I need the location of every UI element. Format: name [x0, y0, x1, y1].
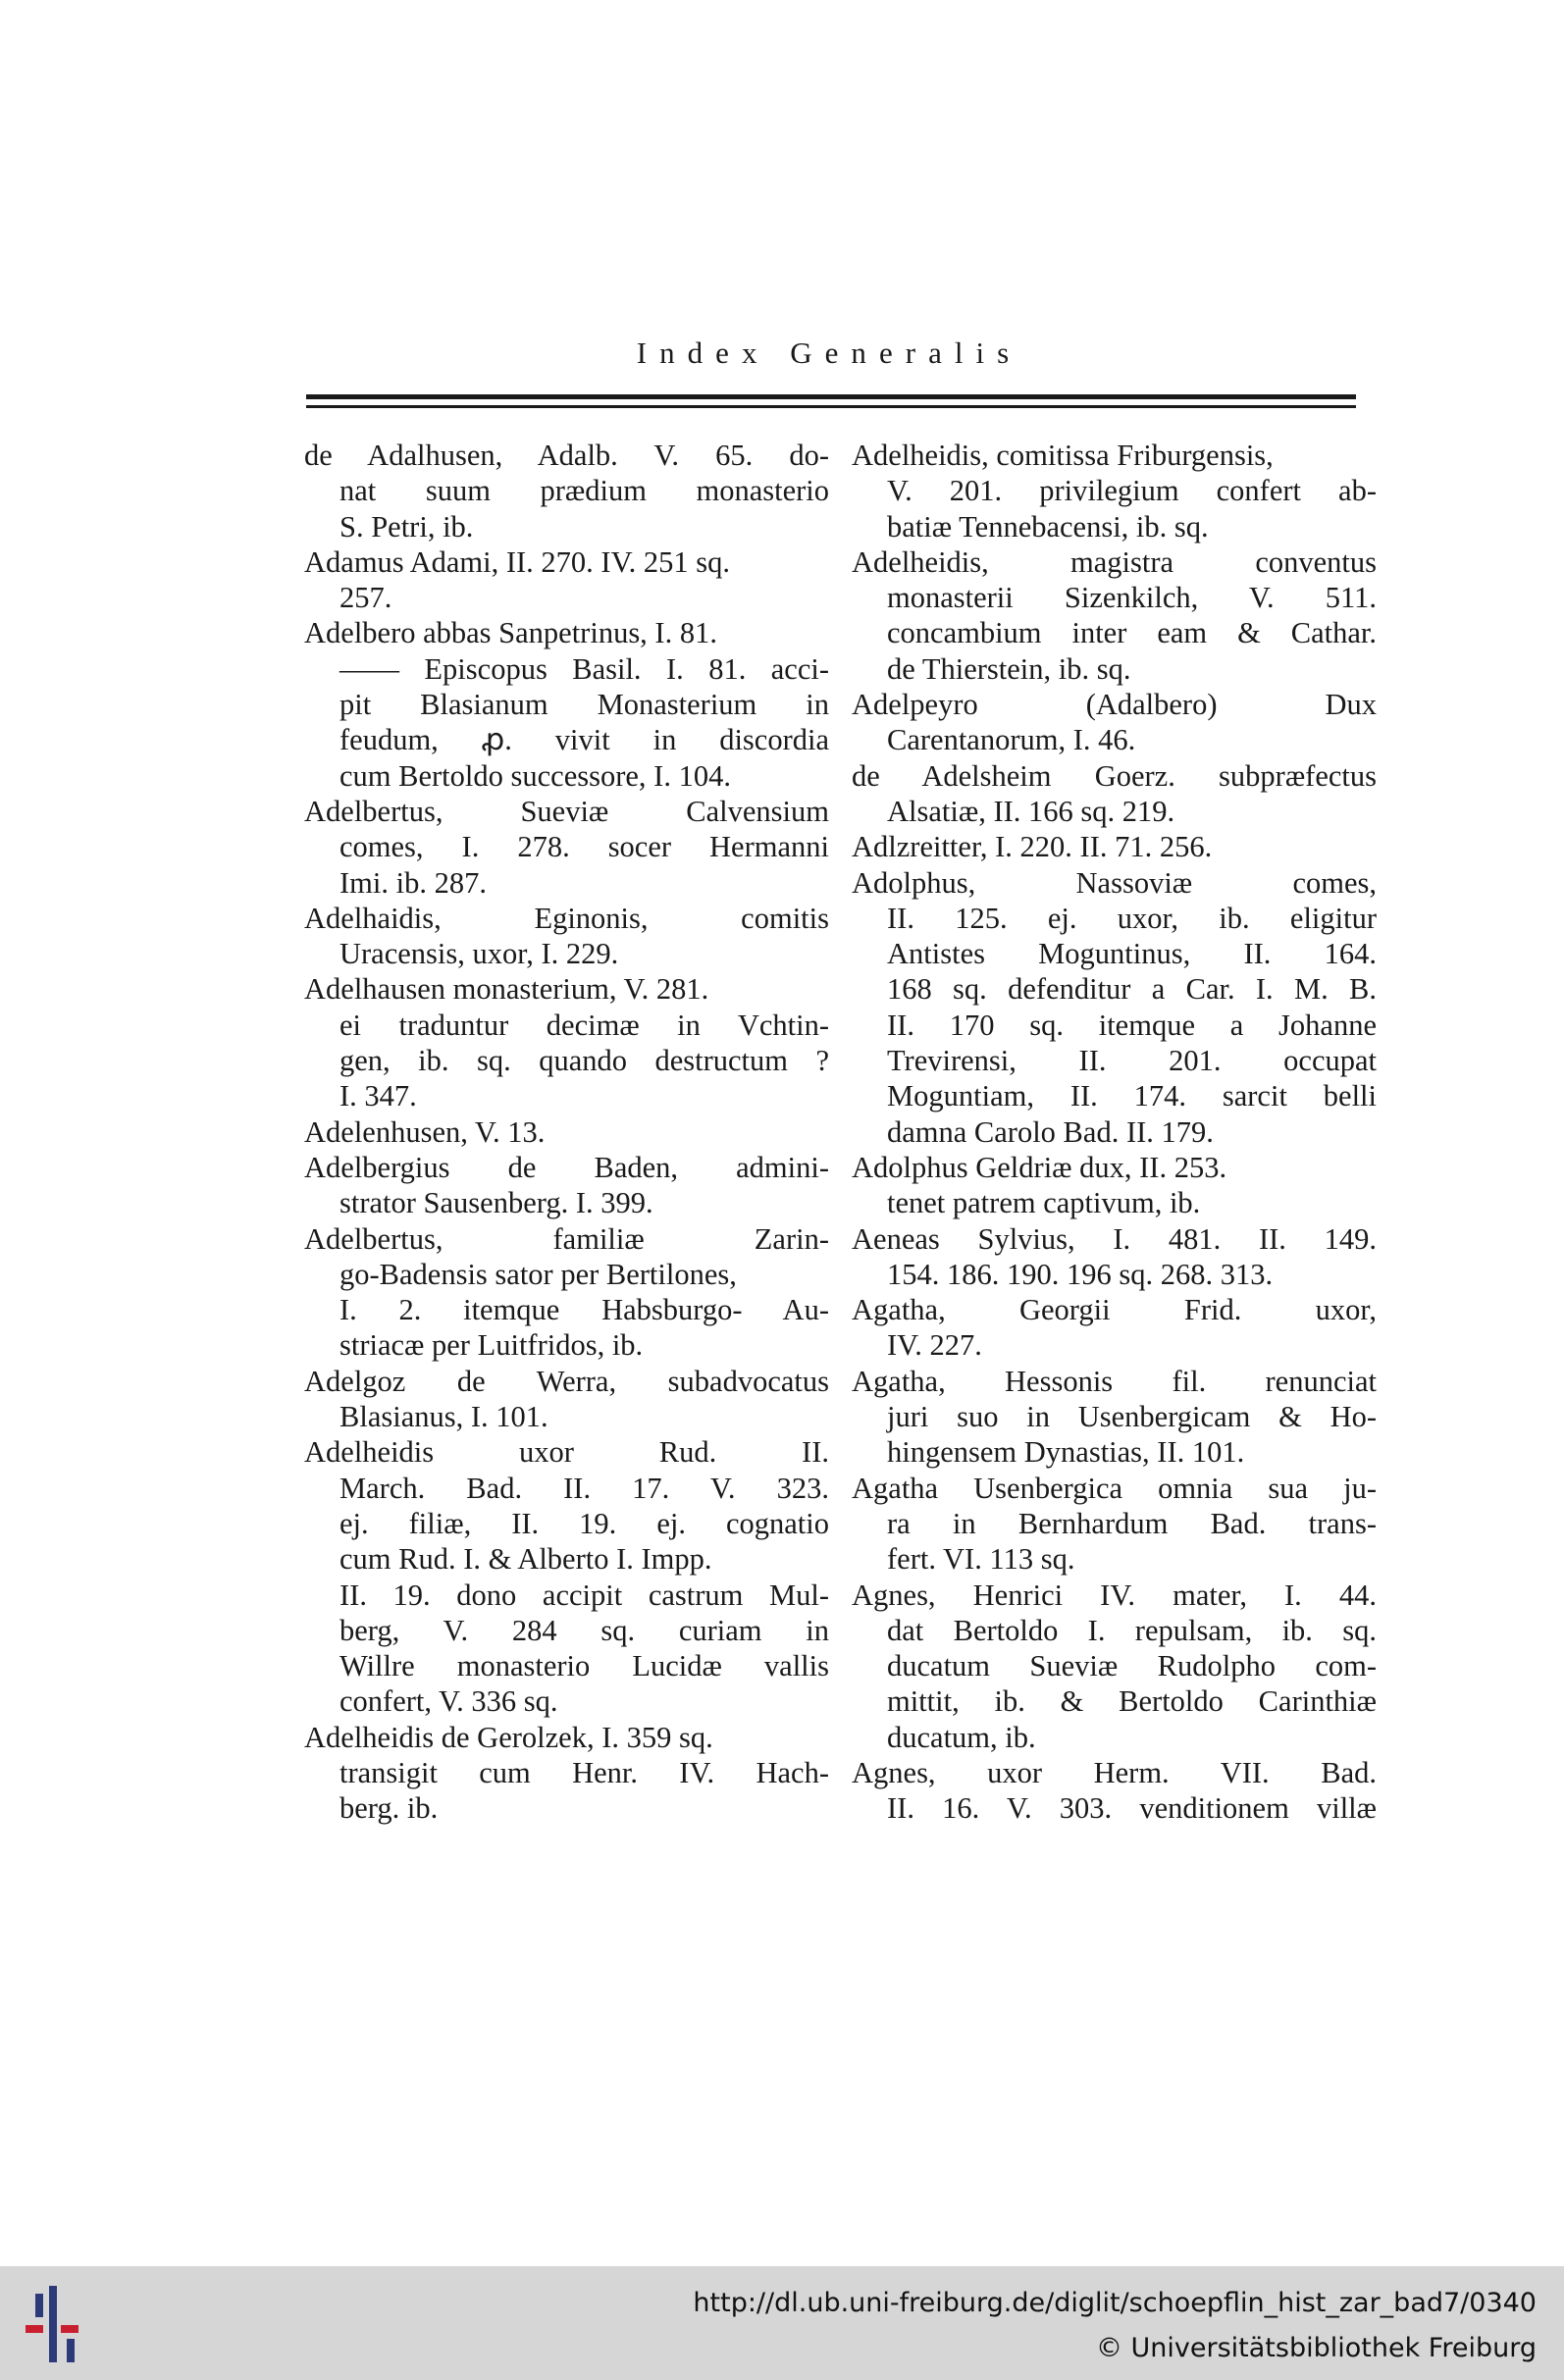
index-line: Agatha, Hessonis fil. renunciat [852, 1364, 1377, 1398]
index-column-left [304, 438, 829, 1827]
index-line: Adelenhusen, V. 13. [304, 1114, 546, 1149]
index-line: pit Blasianum Monasterium in [339, 688, 829, 722]
index-line: de Adalhusen, Adalb. V. 65. do- [304, 439, 829, 472]
page-header: Index Generalis [636, 336, 1022, 370]
index-line: 154. 186. 190. 196 sq. 268. 313. [887, 1257, 1274, 1291]
index-line: comes, I. 278. socer Hermanni [339, 830, 829, 864]
index-column-right [852, 438, 1377, 1827]
index-line: Adelhaidis, Eginonis, comitis [304, 901, 829, 935]
index-line: cum Bertoldo successore, I. 104. [339, 758, 731, 793]
index-line: dat Bertoldo I. repulsam, ib. sq. [887, 1613, 1377, 1647]
index-line: II. 16. V. 303. venditionem villæ [887, 1791, 1377, 1826]
index-line: berg. ib. [339, 1791, 439, 1826]
index-line: Agatha, Georgii Frid. uxor, [852, 1293, 1377, 1327]
index-line: Adelbero abbas Sanpetrinus, I. 81. [304, 616, 717, 650]
index-line: IV. 227. [887, 1328, 982, 1363]
index-line: hingensem Dynastias, II. 101. [887, 1435, 1245, 1470]
index-line: damna Carolo Bad. II. 179. [887, 1114, 1214, 1149]
index-line: Adelbertus, familiæ Zarin- [304, 1221, 829, 1256]
index-line: Agnes, Henrici IV. mater, I. 44. [852, 1578, 1377, 1612]
index-line: de Adelsheim Goerz. subpræfectus [852, 758, 1377, 793]
index-line: I. 347. [339, 1079, 417, 1113]
index-line: gen, ib. sq. quando destructum ? [339, 1044, 829, 1078]
index-line: Adolphus, Nassoviæ comes, [852, 865, 1377, 900]
index-line: —— Episcopus Basil. I. 81. acci- [339, 651, 829, 686]
index-line: Trevirensi, II. 201. occupat [887, 1044, 1377, 1078]
index-line: II. 170 sq. itemque a Johanne [887, 1008, 1377, 1042]
index-line: strator Sausenberg. I. 399. [339, 1186, 653, 1220]
index-line: V. 201. privilegium confert ab- [887, 474, 1377, 508]
index-line: tenet patrem captivum, ib. [887, 1186, 1201, 1220]
index-line: ducatum Sueviæ Rudolpho com- [887, 1649, 1377, 1683]
index-line: 168 sq. defenditur a Car. I. M. B. [887, 972, 1377, 1007]
index-line: Adamus Adami, II. 270. IV. 251 sq. [304, 544, 731, 579]
index-line: Adelgoz de Werra, subadvocatus [304, 1364, 829, 1398]
index-line: confert, V. 336 sq. [339, 1684, 558, 1719]
index-line: ra in Bernhardum Bad. trans- [887, 1506, 1377, 1540]
index-line: Adolphus Geldriæ dux, II. 253. [852, 1150, 1227, 1184]
index-line: Agatha Usenbergica omnia sua ju- [852, 1471, 1377, 1505]
index-line: Adelheidis uxor Rud. II. [304, 1435, 829, 1470]
index-line: Adelbertus, Sueviæ Calvensium [304, 794, 829, 828]
index-line: transigit cum Henr. IV. Hach- [339, 1755, 829, 1789]
index-line: 257. [339, 581, 392, 615]
index-line: feudum, ꝓ. vivit in discordia [339, 723, 829, 757]
index-line: S. Petri, ib. [339, 509, 474, 543]
index-line: Imi. ib. 287. [339, 865, 487, 900]
index-line: Adelheidis, comitissa Friburgensis, [852, 439, 1274, 472]
index-line: Carentanorum, I. 46. [887, 723, 1136, 757]
footer-bar [0, 2266, 1564, 2380]
index-line: Adlzreitter, I. 220. II. 71. 256. [852, 830, 1213, 864]
index-line: Aeneas Sylvius, I. 481. II. 149. [852, 1221, 1377, 1256]
index-line: go-Badensis sator per Bertilones, [339, 1257, 737, 1291]
index-line: Blasianus, I. 101. [339, 1400, 548, 1434]
index-line: Adelheidis, magistra conventus [852, 544, 1377, 579]
index-line: Adelhausen monasterium, V. 281. [304, 972, 709, 1007]
index-line: I. 2. itemque Habsburgo- Au- [339, 1293, 829, 1327]
index-line: ducatum, ib. [887, 1720, 1036, 1754]
index-line: Agnes, uxor Herm. VII. Bad. [852, 1755, 1377, 1789]
index-line: monasterii Sizenkilch, V. 511. [887, 581, 1377, 615]
index-line: II. 19. dono accipit castrum Mul- [339, 1578, 829, 1612]
index-line: cum Rud. I. & Alberto I. Impp. [339, 1542, 712, 1577]
permalink-url[interactable]: http://dl.ub.uni-freiburg.de/diglit/schoepflin_hist_zar_bad7/0340 [693, 2288, 1537, 2318]
index-line: juri suo in Usenbergicam & Ho- [887, 1400, 1377, 1434]
index-line: Adelpeyro (Adalbero) Dux [852, 688, 1377, 722]
header-rule-thick [306, 394, 1356, 399]
index-line: nat suum prædium monasterio [339, 474, 829, 508]
index-line: concambium inter eam & Cathar. [887, 616, 1377, 650]
index-line: mittit, ib. & Bertoldo Carinthiæ [887, 1684, 1377, 1719]
index-line: II. 125. ej. uxor, ib. eligitur [887, 901, 1377, 935]
index-line: Moguntiam, II. 174. sarcit belli [887, 1079, 1377, 1113]
index-line: ej. filiæ, II. 19. ej. cognatio [339, 1506, 829, 1540]
index-line: March. Bad. II. 17. V. 323. [339, 1471, 829, 1505]
library-logo-icon [26, 2284, 104, 2362]
index-line: berg, V. 284 sq. curiam in [339, 1613, 829, 1647]
index-line: Uracensis, uxor, I. 229. [339, 937, 619, 971]
index-line: Antistes Moguntinus, II. 164. [887, 937, 1377, 971]
index-line: ei traduntur decimæ in Vchtin- [339, 1008, 829, 1042]
index-line: batiæ Tennebacensi, ib. sq. [887, 509, 1209, 543]
index-line: Willre monasterio Lucidæ vallis [339, 1649, 829, 1683]
index-line: striacæ per Luitfridos, ib. [339, 1328, 644, 1363]
copyright-notice: © Universitätsbibliothek Freiburg [1095, 2333, 1537, 2363]
index-line: Alsatiæ, II. 166 sq. 219. [887, 794, 1175, 828]
header-rule-thin [306, 405, 1356, 408]
index-line: Adelbergius de Baden, admini- [304, 1150, 829, 1184]
index-line: fert. VI. 113 sq. [887, 1542, 1075, 1577]
index-line: de Thierstein, ib. sq. [887, 651, 1131, 686]
index-line: Adelheidis de Gerolzek, I. 359 sq. [304, 1720, 713, 1754]
